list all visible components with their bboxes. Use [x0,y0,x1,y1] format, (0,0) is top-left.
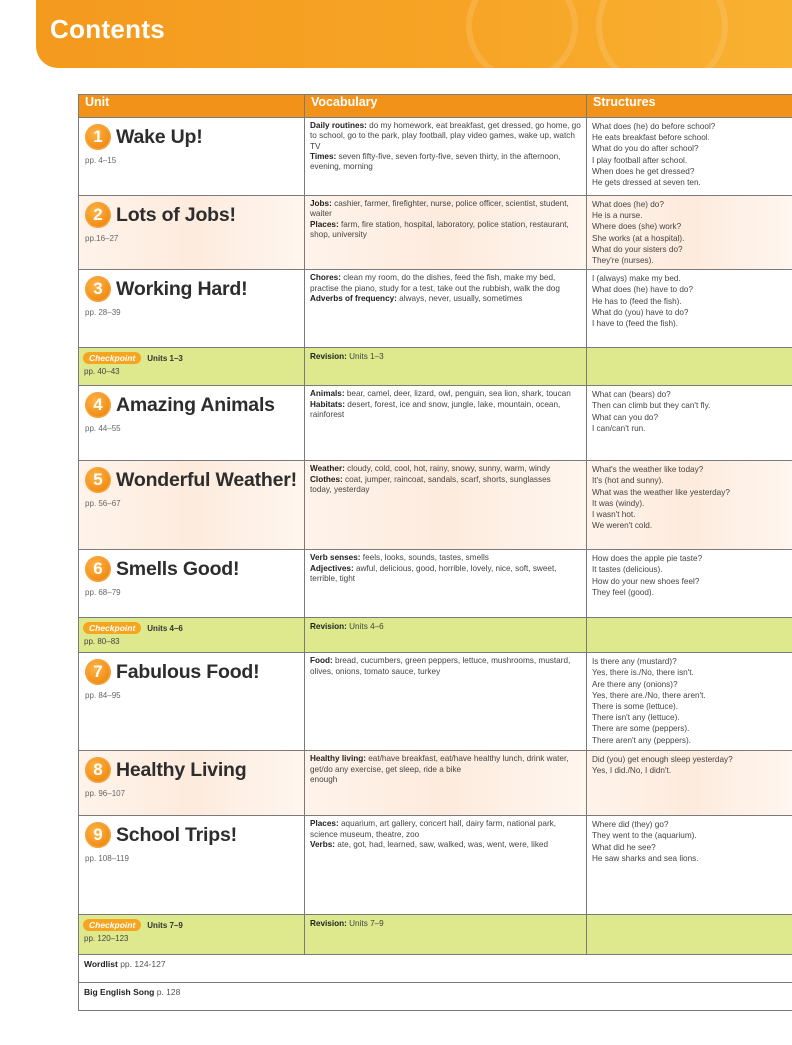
checkpoint-cell [79,348,305,386]
song-row-label: Big English Song [84,987,155,998]
structure-line: Yes, there is./No, there isn't. [592,668,694,678]
unit-cell [79,270,305,348]
structure-line: What does (he) have to do? [592,285,694,295]
unit-cell [79,196,305,270]
structure-line: Did (you) get enough sleep yesterday? [592,755,733,765]
checkpoint-badge: Checkpoint [83,352,141,364]
checkpoint-structures-cell [587,348,792,386]
unit-heading [85,822,304,848]
vocabulary-text: aquarium, art gallery, concert hall, dairy farm, national park, science museum, theatre, zoo [310,819,557,839]
revision-label: Revision: [310,352,347,362]
structure-line: Yes, there are./No, there aren't. [592,690,706,700]
unit-pages: pp. 68–79 [85,588,121,598]
vocabulary-label: Adverbs of frequency: [310,293,397,303]
vocabulary-text: ate, got, had, learned, saw, walked, was, went, were, liked [335,839,549,849]
structures-cell [587,461,792,550]
structure-line: He eats breakfast before school. [592,133,710,143]
structure-line: What can (bears) do? [592,390,671,400]
vocabulary-cell [305,196,587,270]
column-header-vocabulary: Vocabulary [305,95,587,118]
revision-label: Revision: [310,919,347,929]
structure-line: What does (he) do before school? [592,122,716,131]
wordlist-row-label: Wordlist [84,959,118,970]
vocabulary-line [310,121,581,152]
structures-cell [587,196,792,270]
vocabulary-line [310,553,581,563]
column-header-unit: Unit [79,95,305,118]
globe-decoration-icon [596,0,728,92]
structure-line: How do your new shoes feel? [592,576,700,586]
vocabulary-line [310,294,581,304]
vocabulary-line [310,152,581,173]
checkpoint-pages: pp. 40–43 [84,367,120,377]
unit-title: Working Hard! [116,277,248,300]
vocabulary-label: Habitats: [310,399,346,409]
structure-line: What does (he) do? [592,200,664,209]
unit-cell [79,461,305,550]
column-header-structures: Structures [587,95,792,118]
checkpoint-badge: Checkpoint [83,622,141,634]
structure-line: What's the weather like today? [592,465,704,475]
checkpoint-structures-cell [587,915,792,955]
structures-cell [587,118,792,196]
vocabulary-cell [305,550,587,618]
structure-line: There are some (peppers). [592,724,690,734]
revision-cell [305,618,587,653]
checkpoint-structures-cell [587,618,792,653]
wordlist-row-cell [79,955,792,983]
structure-line: What did he see? [592,842,656,852]
structure-line: They feel (good). [592,587,654,597]
vocabulary-label: Chores: [310,273,341,283]
vocabulary-label: Places: [310,819,339,829]
unit-heading [85,202,304,228]
unit-row-8 [79,751,792,816]
vocabulary-cell [305,751,587,816]
unit-cell [79,550,305,618]
structure-line: It's (hot and sunny). [592,476,664,486]
unit-number-badge: 2 [85,202,111,228]
vocabulary-line [310,389,581,399]
vocabulary-label: Healthy living: [310,754,366,764]
revision-cell [305,915,587,955]
vocabulary-line [310,199,581,220]
vocabulary-line [310,840,581,850]
vocabulary-label: Verbs: [310,839,336,849]
vocabulary-line [310,273,581,294]
unit-number-badge: 4 [85,392,111,418]
checkpoint-units: Units 1–3 [147,353,183,363]
vocabulary-label: Food: [310,656,333,666]
unit-row-3 [79,270,792,348]
unit-title: Wake Up! [116,125,203,148]
checkpoint-heading [83,352,304,364]
structure-line: They're (nurses). [592,256,654,266]
structures-cell [587,653,792,751]
vocabulary-line [310,775,581,785]
unit-row-2 [79,196,792,270]
unit-pages: pp.16–27 [85,234,119,243]
wordlist-row [79,955,792,983]
checkpoint-row [79,618,792,653]
structure-line: Then can climb but they can't fly. [592,401,711,411]
vocabulary-cell [305,386,587,461]
revision-text: Units 1–3 [346,352,384,362]
structure-line: I play football after school. [592,155,688,165]
checkpoint-units: Units 7–9 [147,920,183,930]
structure-line: He is a nurse. [592,211,643,221]
structure-line: Are there any (onions)? [592,679,678,689]
unit-pages: pp. 56–67 [85,499,121,509]
vocabulary-label: Times: [310,151,337,161]
unit-cell [79,118,305,196]
vocabulary-text: seven fifty-five, seven forty-five, seven thirty, in the afternoon, evening, morning [310,151,561,172]
vocabulary-text: cashier, farmer, firefighter, nurse, police officer, scientist, student, waiter [310,199,569,219]
structures-cell [587,816,792,915]
unit-cell [79,653,305,751]
vocabulary-text: cloudy, cold, cool, hot, rainy, snowy, sunny, warm, windy [344,464,550,474]
unit-title: Healthy Living [116,758,247,781]
revision-text: Units 7–9 [346,919,384,929]
structure-line: There aren't any (peppers). [592,735,691,745]
unit-title: Lots of Jobs! [116,203,236,226]
song-row-cell [79,983,792,1011]
unit-number-badge: 3 [85,276,111,302]
unit-row-6 [79,550,792,618]
checkpoint-cell [79,618,305,653]
structure-line: I can/can't run. [592,423,646,433]
unit-number-badge: 6 [85,556,111,582]
vocabulary-line [310,485,581,495]
unit-pages: pp. 84–95 [85,691,121,701]
vocabulary-label: Adjectives: [310,563,354,573]
vocabulary-text: today, yesterday [310,484,370,494]
vocabulary-text: enough [310,774,338,784]
vocabulary-label: Verb senses: [310,553,361,563]
vocabulary-cell [305,118,587,196]
contents-header [36,0,792,68]
unit-cell [79,751,305,816]
unit-row-4 [79,386,792,461]
unit-pages: pp. 28–39 [85,308,121,318]
checkpoint-row [79,915,792,955]
structure-line: There is some (lettuce). [592,702,678,712]
vocabulary-text: farm, fire station, hospital, laboratory, police station, restaurant, shop, university [310,219,569,239]
vocabulary-cell [305,461,587,550]
structure-line: There isn't any (lettuce). [592,713,680,723]
vocabulary-line [310,220,581,241]
vocabulary-line [310,400,581,421]
unit-pages: pp. 96–107 [85,789,126,799]
revision-label: Revision: [310,622,347,632]
vocabulary-cell [305,653,587,751]
vocabulary-text: always, never, usually, sometimes [396,293,523,303]
vocabulary-label: Jobs: [310,199,332,208]
unit-pages: pp. 44–55 [85,424,121,434]
unit-heading [85,124,304,150]
structure-line: Where did (they) go? [592,820,669,830]
structure-line: We weren't cold. [592,521,653,531]
unit-number-badge: 7 [85,659,111,685]
checkpoint-heading [83,622,304,634]
unit-pages: pp. 4–15 [85,156,117,165]
unit-title: Amazing Animals [116,393,275,416]
vocabulary-cell [305,270,587,348]
revision-text: Units 4–6 [346,622,384,632]
unit-row-7 [79,653,792,751]
revision-cell [305,348,587,386]
vocabulary-cell [305,816,587,915]
structure-line: She works (at a hospital). [592,233,685,243]
unit-number-badge: 9 [85,822,111,848]
structure-line: What do you do after school? [592,144,699,154]
structure-line: What do your sisters do? [592,244,683,254]
structure-line: Yes, I did./No, I didn't. [592,766,672,776]
unit-row-9 [79,816,792,915]
checkpoint-heading [83,919,304,931]
contents-table [78,94,792,1011]
structure-line: I have to (feed the fish). [592,319,679,329]
checkpoint-row [79,348,792,386]
vocabulary-text: awful, delicious, good, horrible, lovely, nice, soft, sweet, terrible, tight [310,563,557,583]
vocabulary-label: Places: [310,219,339,229]
vocabulary-line [310,656,581,677]
unit-title: Wonderful Weather! [116,468,297,491]
vocabulary-label: Clothes: [310,474,343,484]
vocabulary-text: desert, forest, ice and snow, jungle, lake, mountain, ocean, rainforest [310,399,561,419]
structure-line: What was the weather like yesterday? [592,487,730,497]
vocabulary-label: Weather: [310,464,345,474]
structure-line: He gets dressed at seven ten. [592,178,701,188]
structure-line: I wasn't hot. [592,510,636,520]
unit-heading [85,659,304,685]
vocabulary-label: Animals: [310,389,345,399]
checkpoint-badge: Checkpoint [83,919,141,931]
wordlist-row-pages: pp. 124-127 [117,959,166,970]
unit-cell [79,386,305,461]
unit-heading [85,276,304,302]
structure-line: I (always) make my bed. [592,274,681,284]
vocabulary-line [310,819,581,840]
unit-title: School Trips! [116,823,237,846]
vocabulary-text: bear, camel, deer, lizard, owl, penguin, sea lion, shark, toucan [344,389,571,399]
unit-title: Fabulous Food! [116,660,260,683]
structures-cell [587,270,792,348]
unit-number-badge: 1 [85,124,111,150]
unit-row-1 [79,118,792,196]
table-header-row [79,95,792,118]
vocabulary-line [310,464,581,474]
checkpoint-pages: pp. 120–123 [84,934,129,944]
checkpoint-units: Units 4–6 [147,623,183,633]
structure-line: He has to (feed the fish). [592,296,682,306]
unit-number-badge: 5 [85,467,111,493]
unit-heading [85,467,304,493]
checkpoint-cell [79,915,305,955]
globe-decoration-icon [466,0,578,82]
song-row-pages: p. 128 [154,987,181,998]
vocabulary-text: do my homework, eat breakfast, get dressed, go home, go to school, go to the park, play football, play video games, wake up, watch TV [310,121,581,151]
page-title: Contents [50,14,166,44]
structure-line: When does he get dressed? [592,166,695,176]
structures-cell [587,751,792,816]
structure-line: What can you do? [592,412,658,422]
unit-heading [85,757,304,783]
vocabulary-text: coat, jumper, raincoat, sandals, scarf, shorts, sunglasses [342,474,551,484]
unit-row-5 [79,461,792,550]
vocabulary-line [310,754,581,775]
unit-title: Smells Good! [116,557,240,580]
structure-line: It tastes (delicious). [592,565,663,575]
structure-line: Where does (she) work? [592,222,682,232]
structure-line: What do (you) have to do? [592,307,689,317]
unit-pages: pp. 108–119 [85,854,129,864]
vocabulary-text: feels, looks, sounds, tastes, smells [360,553,489,563]
unit-number-badge: 8 [85,757,111,783]
structure-line: He saw sharks and sea lions. [592,853,699,863]
structures-cell [587,550,792,618]
structures-cell [587,386,792,461]
vocabulary-text: clean my room, do the dishes, feed the fish, make my bed, practise the piano, study for a test, take out the rubbish, walk the dog [310,273,560,293]
song-row [79,983,792,1011]
vocabulary-text: bread, cucumbers, green peppers, lettuce, mushrooms, mustard, olives, onions, tomato sauce, turkey [310,656,571,676]
unit-heading [85,556,304,582]
structure-line: How does the apple pie taste? [592,554,703,564]
structure-line: They went to the (aquarium). [592,831,697,841]
unit-cell [79,816,305,915]
vocabulary-line [310,475,581,485]
vocabulary-line [310,564,581,585]
unit-heading [85,392,304,418]
vocabulary-label: Daily routines: [310,121,367,130]
checkpoint-pages: pp. 80–83 [84,637,120,647]
structure-line: It was (windy). [592,498,645,508]
vocabulary-text: eat/have breakfast, eat/have healthy lunch, drink water, get/do any exercise, get sleep, ride a bike [310,754,569,774]
structure-line: Is there any (mustard)? [592,657,677,667]
